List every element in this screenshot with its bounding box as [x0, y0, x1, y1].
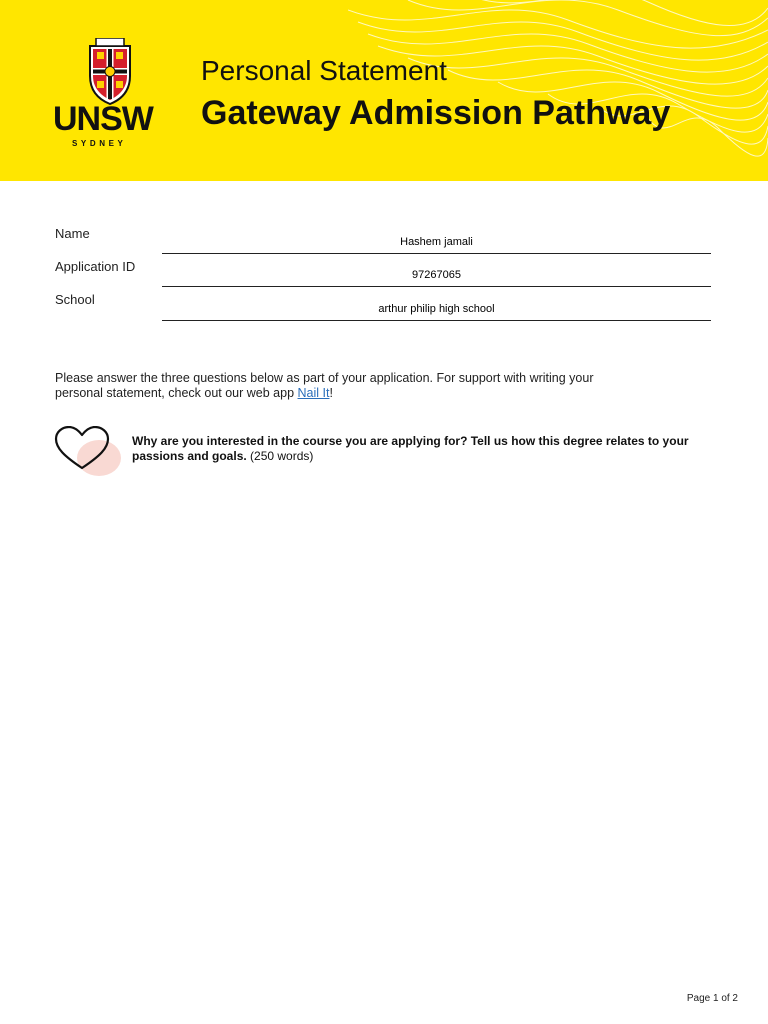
intro-suffix: !: [329, 386, 333, 400]
heart-icon: [54, 426, 124, 480]
name-label: Name: [55, 226, 90, 241]
page-number: Page 1 of 2: [686, 993, 738, 1004]
intro-text: Please answer the three questions below as part of your application. For support with writing your personal statement, check out our web app: [55, 371, 594, 400]
name-field[interactable]: Hashem jamali: [162, 233, 711, 254]
intro-paragraph: [55, 371, 635, 401]
wave-pattern-decoration: [348, 0, 768, 181]
document-subtitle: Personal Statement: [201, 55, 447, 86]
nail-it-link[interactable]: Nail It: [297, 386, 330, 400]
question-1-word-limit: (250 words): [246, 449, 314, 463]
unsw-logo-text: UNSW: [53, 100, 153, 138]
school-field[interactable]: arthur philip high school: [162, 300, 711, 321]
sydney-logo-text: SYDNEY: [72, 139, 127, 148]
page-header: [0, 0, 768, 181]
application-id-field[interactable]: 97267065: [162, 266, 711, 287]
unsw-crest-logo: [86, 38, 134, 106]
school-label: School: [55, 292, 95, 307]
question-1: [132, 434, 692, 464]
document-title: Gateway Admission Pathway: [201, 94, 671, 132]
application-id-label: Application ID: [55, 259, 136, 274]
question-1-prompt: Why are you interested in the course you are applying for? Tell us how this degree relates to your passions and goals.: [132, 434, 689, 463]
